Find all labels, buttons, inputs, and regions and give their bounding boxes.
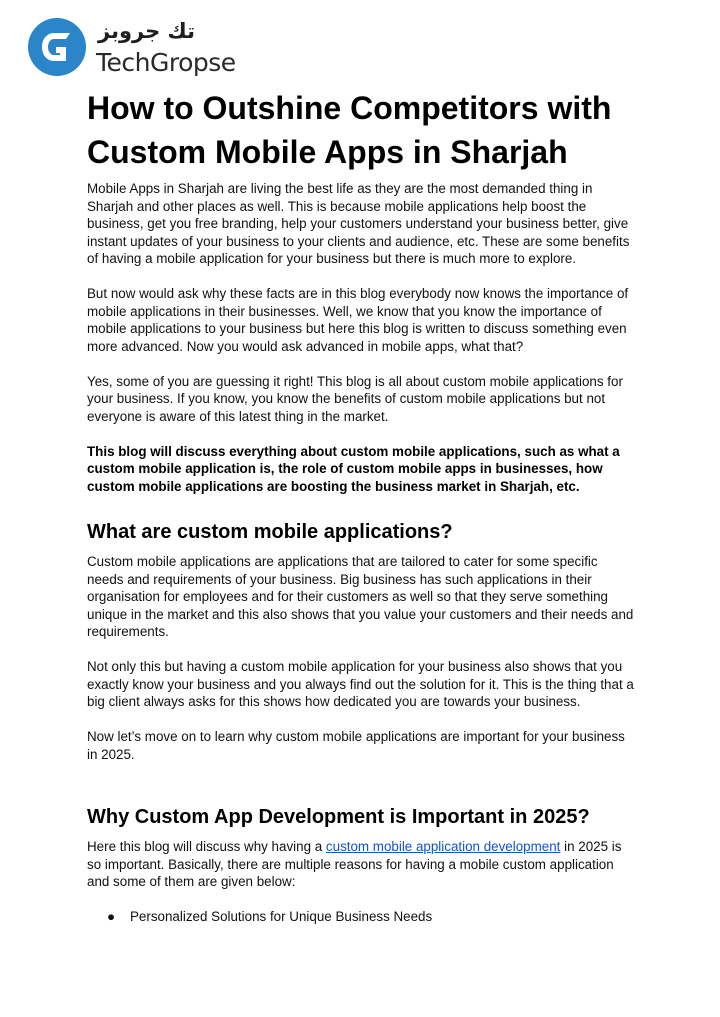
- logo-arabic-text: تك جروبز: [98, 19, 195, 43]
- custom-app-development-link[interactable]: custom mobile application development: [325, 839, 561, 854]
- section2-text-before-link: Here this blog will discuss why having a: [87, 839, 326, 854]
- section2-text-after-link: in 2025 is so important. Basically, there are multiple reasons for having a mobile custom application and some of them are given below:: [87, 839, 622, 889]
- intro-paragraph-2: But now would ask why these facts are in this blog everybody now knows the importance of mobile applications in their businesses. Well, we know that you know the importance of mobile applications to your business but here this blog is written to discuss something even more advanced. Now you would ask advanced in mobile apps, what that?: [87, 286, 629, 354]
- article-body: [87, 86, 635, 926]
- section-heading-why-custom-app-development: Why Custom App Development is Important in 2025?: [87, 806, 590, 828]
- section1-paragraph-1: Custom mobile applications are applications that are tailored to cater for some specific needs and requirements of your business. Big business has such applications in their organisation for employees and for their customers as well so that they serve something unique in the market and this also shows that you value your customers and their needs and requirements.: [87, 554, 634, 639]
- list-item: [87, 908, 635, 926]
- techgropse-g-logo-icon: [28, 18, 86, 76]
- bullet-icon: ●: [107, 909, 116, 924]
- reasons-list: [87, 908, 635, 926]
- techgropse-logo[interactable]: [28, 18, 236, 80]
- intro-paragraph-1: Mobile Apps in Sharjah are living the best life as they are the most demanded thing in Sharjah and other places as well. This is because mobile applications help boost the business, get you free branding, help your customers understand your business better, give instant updates of your business to your clients and audience, etc. These are some benefits of having a mobile application for your business but there is much more to explore.: [87, 181, 630, 266]
- intro-bold-paragraph: This blog will discuss everything about custom mobile applications, such as what a custom mobile application is, the role of custom mobile apps in businesses, how custom mobile applications are boosting the business market in Sharjah, etc.: [87, 443, 620, 494]
- section2-paragraph-1: [87, 838, 635, 891]
- section-heading-what-are-custom-apps: What are custom mobile applications?: [87, 521, 453, 543]
- article-title: How to Outshine Competitors with Custom Mobile Apps in Sharjah: [87, 90, 612, 170]
- logo-wordmark: TechGropse: [96, 48, 236, 77]
- section1-paragraph-2: Not only this but having a custom mobile application for your business also shows that you exactly know your business and you always find out the solution for it. This is the thing that a big client always asks for this shows how dedicated you are towards your business.: [87, 659, 634, 709]
- list-item-text: Personalized Solutions for Unique Business Needs: [130, 909, 433, 924]
- section1-paragraph-3: Now let’s move on to learn why custom mobile applications are important for your business in 2025.: [87, 729, 625, 762]
- intro-paragraph-3: Yes, some of you are guessing it right! This blog is all about custom mobile applications for your business. If you know, you know the benefits of custom mobile applications but not everyone is aware of this latest thing in the market.: [87, 373, 623, 424]
